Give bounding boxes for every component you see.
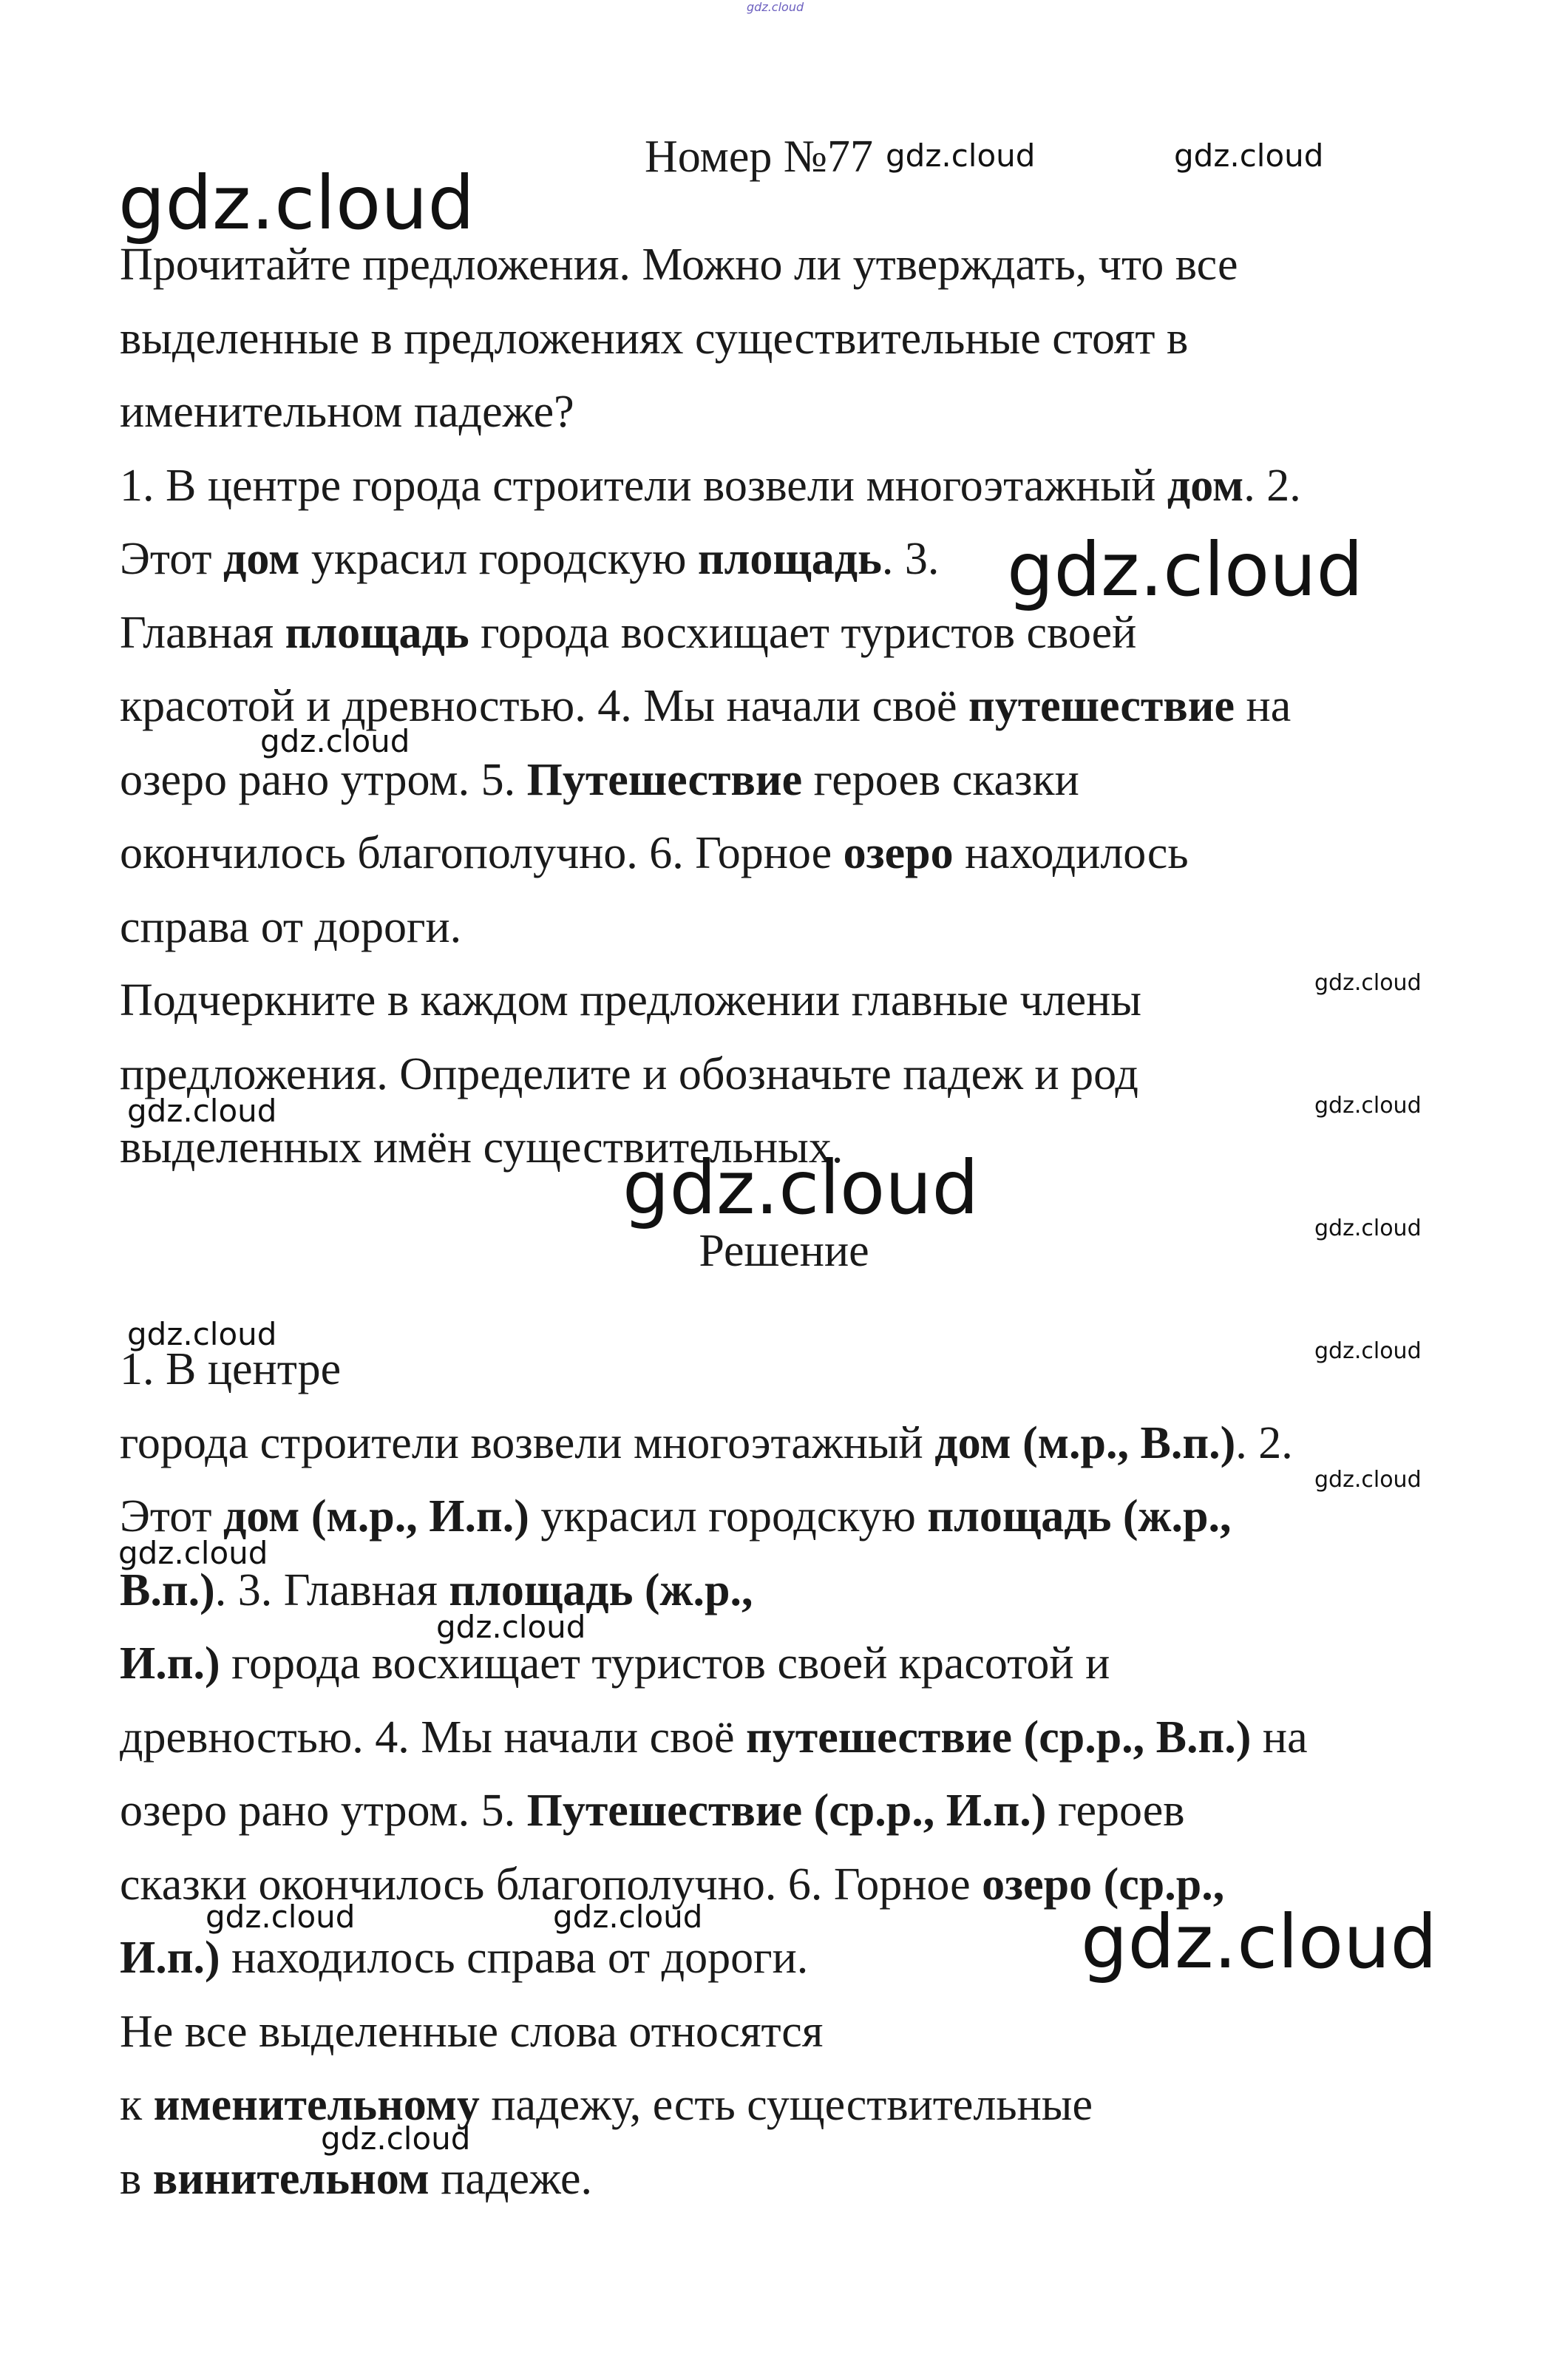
watermark: gdz.cloud (260, 723, 410, 759)
text-segment: озеро рано утром. 5. (120, 1785, 527, 1836)
text-segment: Этот (120, 1491, 223, 1542)
watermark: gdz.cloud (1174, 138, 1324, 174)
text-segment: героев (1046, 1785, 1185, 1836)
watermark: gdz.cloud (1081, 1899, 1438, 1985)
watermark: gdz.cloud (127, 1093, 277, 1129)
watermark: gdz.cloud (206, 1899, 356, 1935)
text-segment: выделенные в предложениях существительные стоят в (120, 313, 1189, 364)
watermark: gdz.cloud (1314, 1093, 1422, 1119)
highlighted-word: дом (м.р., В.п.) (934, 1417, 1236, 1468)
text-segment: справа от дороги. (120, 901, 462, 952)
watermark: gdz.cloud (886, 138, 1036, 174)
highlighted-word: площадь (697, 534, 882, 584)
text-segment: Главная (120, 607, 285, 658)
text-segment: озеро рано утром. 5. (120, 754, 527, 805)
text-segment: 1. В центре города строители возвели многоэтажный (120, 460, 1167, 511)
highlighted-word: озеро (ср.р., (982, 1859, 1225, 1910)
highlighted-word: дом (м.р., И.п.) (223, 1491, 529, 1542)
highlighted-word: путешествие (ср.р., В.п.) (746, 1712, 1252, 1763)
highlighted-word: площадь (ж.р., (449, 1564, 753, 1615)
text-line (120, 1928, 808, 1987)
highlighted-word: Путешествие (526, 754, 803, 805)
text-segment: Не все выделенные слова относятся (120, 2006, 824, 2057)
text-segment: на (1251, 1712, 1308, 1763)
watermark: gdz.cloud (1314, 1338, 1422, 1364)
watermark: gdz.cloud (321, 2120, 471, 2157)
watermark: gdz.cloud (553, 1899, 703, 1935)
text-line (120, 382, 574, 441)
text-line (120, 2002, 823, 2061)
text-line (120, 824, 1189, 883)
watermark: gdz.cloud (1314, 1467, 1422, 1493)
text-segment: 1. В центре (120, 1344, 342, 1394)
text-segment: выделенных имён существительных. (120, 1122, 844, 1173)
text-segment: . 3. (881, 534, 940, 584)
text-segment: красотой и древностью. 4. Мы начали своё (120, 681, 968, 731)
text-segment: предложения. Определите и обозначьте падеж и род (120, 1048, 1138, 1099)
text-segment: . 2. (1243, 460, 1301, 511)
text-segment: города восхищает туристов своей красотой и (220, 1638, 1110, 1689)
text-line (120, 1487, 1231, 1546)
text-segment: Этот (120, 534, 223, 584)
text-segment: находилось (953, 828, 1189, 878)
watermark: gdz.cloud (622, 1144, 980, 1231)
solution-heading: Решение (699, 1226, 869, 1276)
text-segment: сказки окончилось благополучно. 6. Горное (120, 1859, 982, 1910)
text-segment: в (120, 2153, 153, 2204)
highlighted-word: путешествие (968, 681, 1235, 731)
text-segment: украсил городскую (529, 1491, 928, 1542)
text-segment: окончилось благополучно. 6. Горное (120, 828, 844, 878)
highlighted-word: В.п.) (120, 1564, 215, 1615)
text-line (120, 456, 1301, 515)
text-line (120, 1634, 1110, 1693)
text-segment: . 2. (1235, 1417, 1293, 1468)
highlighted-word: (ср.р., И.п.) (802, 1785, 1047, 1836)
text-line (120, 1708, 1308, 1767)
highlighted-word: Путешествие (526, 1785, 803, 1836)
highlighted-word: именительному (153, 2080, 480, 2130)
watermark: gdz.cloud (118, 1535, 268, 1571)
text-line (120, 971, 1141, 1030)
text-segment: падеже. (429, 2153, 593, 2204)
highlighted-word: винительном (152, 2153, 430, 2204)
watermark: gdz.cloud (747, 0, 804, 14)
text-segment: к (120, 2080, 154, 2130)
text-line (120, 309, 1188, 368)
highlighted-word: озеро (843, 828, 954, 878)
highlighted-word: площадь (285, 607, 469, 658)
text-line (120, 2075, 1093, 2134)
text-segment: на (1235, 681, 1292, 731)
text-line (120, 529, 939, 589)
text-segment: древностью. 4. Мы начали своё (120, 1712, 747, 1763)
text-line (120, 1781, 1185, 1840)
text-segment: украсил городскую (299, 534, 698, 584)
highlighted-word: дом (223, 534, 300, 584)
text-segment: Подчеркните в каждом предложении главные члены (120, 975, 1141, 1025)
text-line (120, 2149, 592, 2208)
text-segment: находилось справа от дороги. (220, 1933, 809, 1983)
text-segment: города восхищает туристов своей (469, 607, 1137, 658)
text-line (120, 898, 461, 957)
watermark: gdz.cloud (1314, 1215, 1422, 1241)
page-title: Номер №77 (645, 132, 874, 182)
text-segment: героев сказки (802, 754, 1079, 805)
text-segment: падежу, есть существительные (479, 2080, 1093, 2130)
highlighted-word: площадь (ж.р., (927, 1491, 1232, 1542)
text-segment: города строители возвели многоэтажный (120, 1417, 935, 1468)
watermark: gdz.cloud (118, 160, 475, 246)
text-line (120, 603, 1136, 662)
watermark: gdz.cloud (1007, 526, 1364, 613)
watermark: gdz.cloud (1314, 970, 1422, 996)
text-line (120, 1414, 1293, 1473)
highlighted-word: И.п.) (120, 1638, 220, 1689)
highlighted-word: И.п.) (120, 1933, 220, 1983)
text-segment: . 3. Главная (214, 1564, 449, 1615)
watermark: gdz.cloud (436, 1609, 586, 1645)
text-segment: Прочитайте предложения. Можно ли утверждать, что все (120, 240, 1238, 290)
highlighted-word: дом (1167, 460, 1244, 511)
text-segment: именительном падеже? (120, 387, 574, 437)
watermark: gdz.cloud (127, 1316, 277, 1352)
